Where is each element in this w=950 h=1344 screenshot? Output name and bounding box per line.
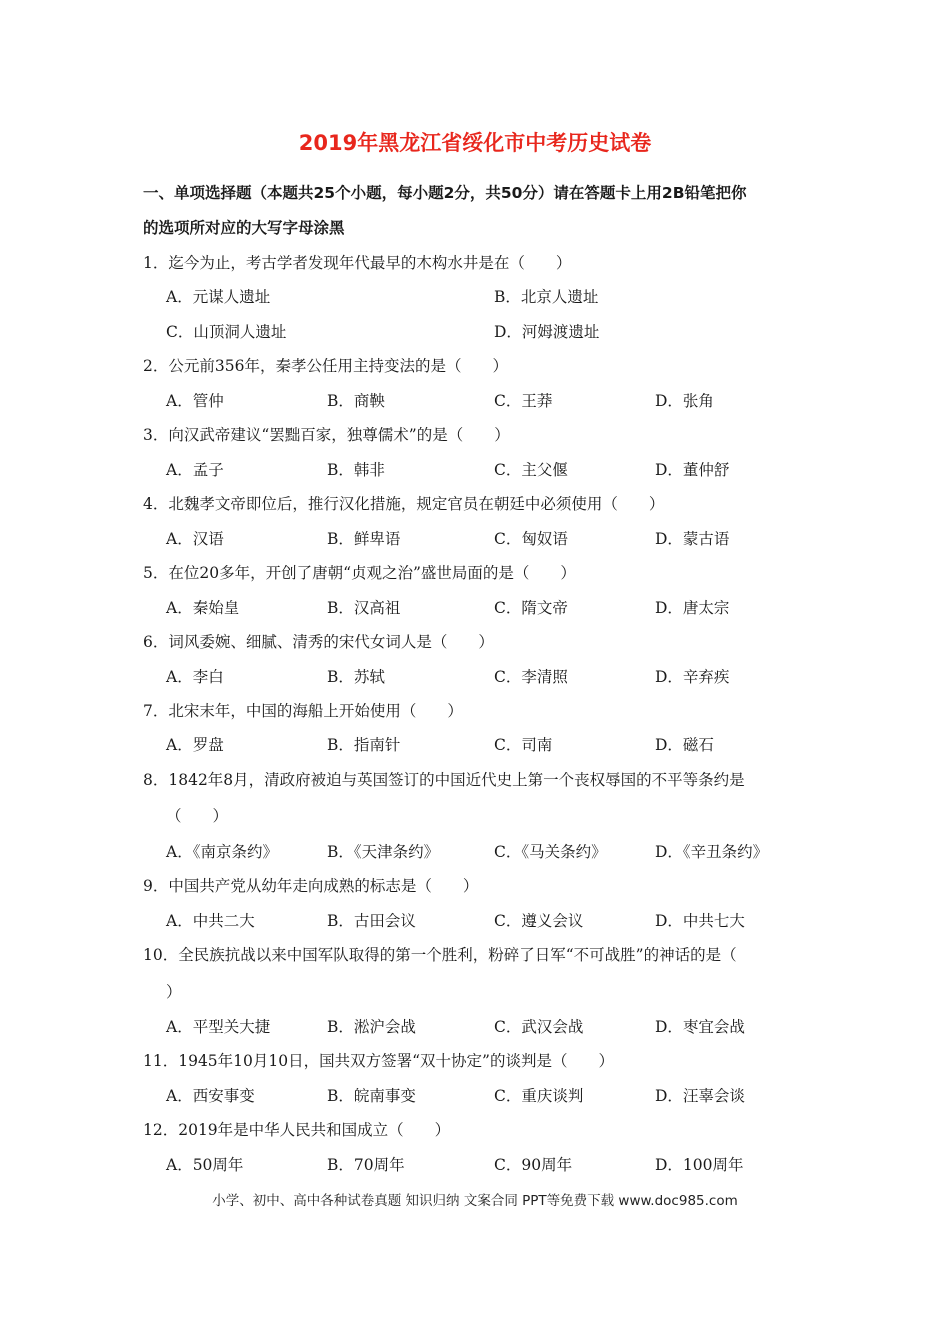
question-12: 12．2019年是中华人民共和国成立（ ） [143,1121,451,1139]
page-footer: 小学、初中、高中各种试卷真题 知识归纳 文案合同 PPT等免费下载 www.doc985.com [212,1193,738,1209]
option-4a: A．汉语 [166,530,224,548]
option-11d: D．汪辜会谈 [655,1087,745,1105]
question-8-continuation: （ ） [166,807,229,825]
option-5b: B．汉高祖 [327,599,401,617]
option-10b: B．淞沪会战 [327,1018,416,1036]
option-2c: C．王莽 [494,392,553,410]
option-5a: A．秦始皇 [166,599,240,617]
option-12a: A．50周年 [166,1156,244,1174]
option-12b: B．70周年 [327,1156,405,1174]
option-9a: A．中共二大 [166,912,255,930]
question-5: 5．在位20多年，开创了唐朝“贞观之治”盛世局面的是（ ） [143,564,576,582]
option-5c: C．隋文帝 [494,599,568,617]
option-4d: D．蒙古语 [655,530,730,548]
question-2: 2．公元前356年，秦孝公任用主持变法的是（ ） [143,357,508,375]
option-8d: D．《辛丑条约》 [655,843,769,861]
question-11: 11．1945年10月10日，国共双方签署“双十协定”的谈判是（ ） [143,1052,614,1070]
option-1c: C．山顶洞人遗址 [166,323,287,341]
option-6c: C．李清照 [494,668,568,686]
question-7: 7．北宋末年，中国的海船上开始使用（ ） [143,702,463,720]
option-7c: C．司南 [494,736,553,754]
option-10a: A．平型关大捷 [166,1018,271,1036]
option-12c: C．90周年 [494,1156,573,1174]
option-8a: A．《南京条约》 [166,843,278,861]
option-6b: B．苏轼 [327,668,385,686]
option-6d: D．辛弃疾 [655,668,730,686]
option-10c: C．武汉会战 [494,1018,584,1036]
question-1: 1．迄今为止，考古学者发现年代最早的木构水井是在（ ） [143,254,572,272]
option-3b: B．韩非 [327,461,385,479]
option-2b: B．商鞅 [327,392,385,410]
option-4b: B．鲜卑语 [327,530,401,548]
option-6a: A．李白 [166,668,224,686]
option-5d: D．唐太宗 [655,599,730,617]
option-10d: D．枣宜会战 [655,1018,745,1036]
option-1d: D．河姆渡遗址 [494,323,600,341]
option-9b: B．古田会议 [327,912,416,930]
option-8c: C．《马关条约》 [494,843,607,861]
question-3: 3．向汉武帝建议“罢黜百家，独尊儒术”的是（ ） [143,426,510,444]
option-2d: D．张角 [655,392,714,410]
option-2a: A．管仲 [166,392,224,410]
option-11b: B．皖南事变 [327,1087,416,1105]
option-11a: A．西安事变 [166,1087,255,1105]
option-1b: B．北京人遗址 [494,288,599,306]
question-9: 9．中国共产党从幼年走向成熟的标志是（ ） [143,877,479,895]
option-9c: C．遵义会议 [494,912,584,930]
option-8b: B．《天津条约》 [327,843,440,861]
option-3a: A．孟子 [166,461,224,479]
option-7b: B．指南针 [327,736,401,754]
option-4c: C．匈奴语 [494,530,568,548]
question-4: 4．北魏孝文帝即位后，推行汉化措施，规定官员在朝廷中必须使用（ ） [143,495,665,513]
page-title: 2019年黑龙江省绥化市中考历史试卷 [298,131,652,155]
question-10-continuation: ） [166,983,182,1001]
option-3d: D．董仲舒 [655,461,730,479]
question-8: 8．1842年8月，清政府被迫与英国签订的中国近代史上第一个丧权辱国的不平等条约是 [143,771,745,789]
option-7d: D．磁石 [655,736,714,754]
option-11c: C．重庆谈判 [494,1087,584,1105]
option-12d: D．100周年 [655,1156,744,1174]
option-1a: A．元谋人遗址 [166,288,271,306]
option-7a: A．罗盘 [166,736,224,754]
question-10: 10．全民族抗战以来中国军队取得的第一个胜利，粉碎了日军“不可战胜”的神话的是（ [143,946,737,964]
section-heading-line-1: 一、单项选择题（本题共25个小题，每小题2分，共50分）请在答题卡上用2B铅笔把你 [143,184,747,202]
section-heading-line-2: 的选项所对应的大写字母涂黑 [143,219,345,237]
option-3c: C．主父偃 [494,461,568,479]
option-9d: D．中共七大 [655,912,745,930]
question-6: 6．词风委婉、细腻、清秀的宋代女词人是（ ） [143,633,494,651]
